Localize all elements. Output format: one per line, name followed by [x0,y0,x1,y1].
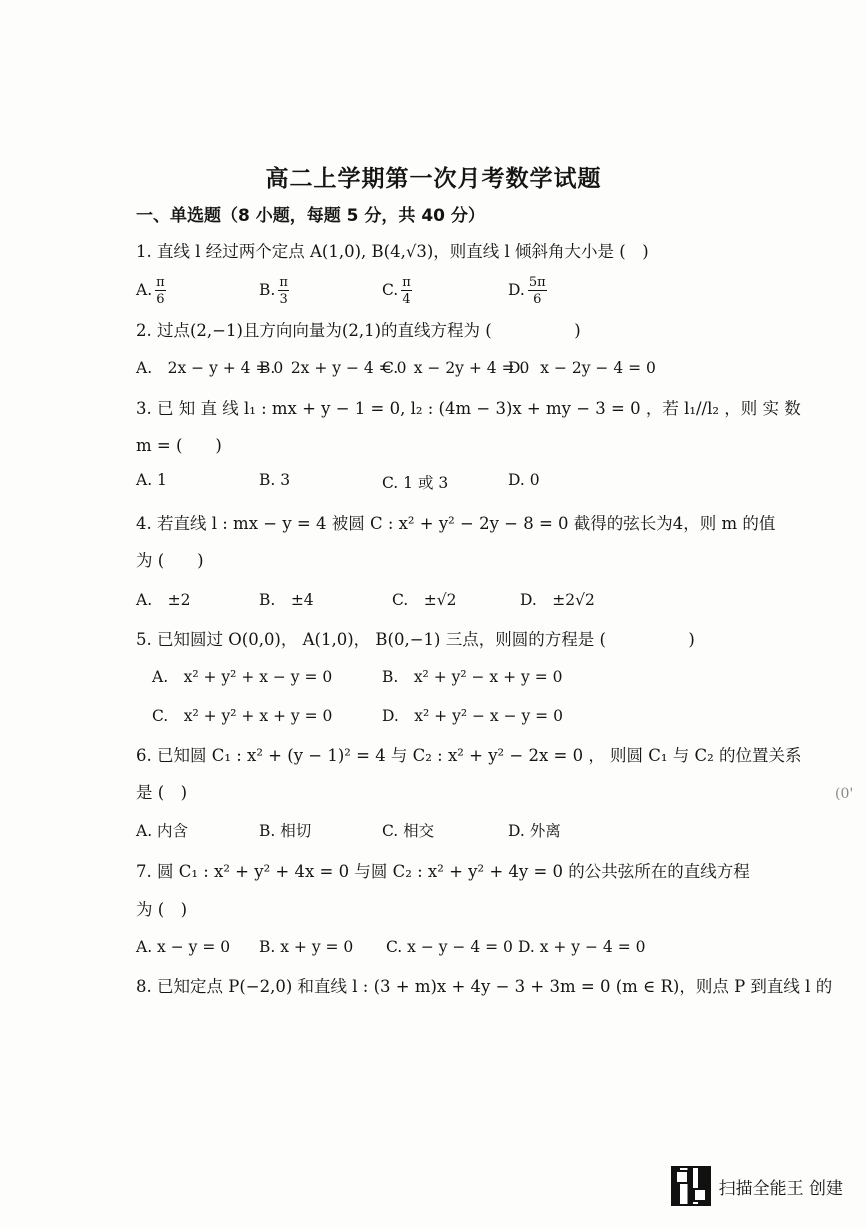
question-7-option-c: C. x − y − 4 = 0 [386,938,513,956]
question-3-option-d: D. 0 [508,471,540,489]
question-6-stem-line1: 6. 已知圆 C₁ : x² + (y − 1)² = 4 与 C₂ : x² + y² − 2x = 0 ， 则圆 C₁ 与 C₂ 的位置关系 [136,746,802,765]
question-4-stem-line1: 4. 若直线 l : mx − y = 4 被圆 C : x² + y² − 2y − 8 = 0 截得的弦长为4，则 m 的值 [136,514,776,533]
question-5-option-b: B. x² + y² − x + y = 0 [382,668,563,686]
question-1-stem: 1. 直线 l 经过两个定点 A(1,0), B(4,√3)，则直线 l 倾斜角大小是 ( ) [136,242,649,261]
question-6-option-c: C. 相交 [382,822,435,840]
question-7-stem-line2: 为 ( ) [136,900,188,919]
question-4-option-c: C. ±√2 [392,591,457,609]
question-2-option-c: C. x − 2y + 4 = 0 [382,359,530,377]
question-4-option-d: D. ±2√2 [520,591,595,609]
question-6-stem-line2: 是 ( ) [136,783,188,802]
page-title: 高二上学期第一次月考数学试题 [265,166,602,192]
question-3-option-b: B. 3 [259,471,291,489]
question-5-option-c: C. x² + y² + x + y = 0 [152,707,333,725]
question-8-stem: 8. 已知定点 P(−2,0) 和直线 l : (3 + m)x + 4y − 3 + 3m = 0 (m ∈ R)，则点 P 到直线 l 的 [136,977,833,996]
question-4-option-a: A. ±2 [136,591,191,609]
question-5-option-d: D. x² + y² − x − y = 0 [382,707,563,725]
question-1-option-d: D. $\frac{5\pi}{6}$ [508,275,546,307]
question-3-stem-line1: 3. 已 知 直 线 l₁ : mx + y − 1 = 0, l₂ : (4m − 3)x + my − 3 = 0 ，若 l₁//l₂ ，则 实 数 [136,399,801,418]
question-1-option-c: C. $\frac{\pi}{4}$ [382,275,411,307]
question-4-option-b: B. ±4 [259,591,314,609]
question-2-option-a: A. 2x − y + 4 = 0 [136,359,284,377]
scanner-watermark [671,1166,843,1206]
question-6-option-d: D. 外离 [508,822,561,840]
margin-mark: (0' [835,786,854,802]
question-3-option-c: C. 1 或 3 [382,474,449,492]
question-7-option-a: A. x − y = 0 [136,938,231,956]
question-2-option-d: D. x − 2y − 4 = 0 [508,359,656,377]
fraction: $\frac{\pi}{3}$ [279,275,288,307]
question-6-option-a: A. 内含 [136,822,189,840]
question-1-option-a: A. $\frac{\pi}{6}$ [136,275,165,307]
fraction: $\frac{\pi}{6}$ [156,275,165,307]
question-3-stem-line2: m = ( ) [136,436,222,455]
question-4-stem-line2: 为 ( ) [136,551,204,570]
question-5-option-a: A. x² + y² + x − y = 0 [152,668,333,686]
question-1-option-b: B. $\frac{\pi}{3}$ [259,275,288,307]
question-3-option-a: A. 1 [136,471,167,489]
fraction: $\frac{\pi}{4}$ [402,275,411,307]
question-2-stem: 2. 过点(2,−1)且方向向量为(2,1)的直线方程为 ( ) [136,321,581,340]
question-7-option-b: B. x + y = 0 [259,938,354,956]
question-7-stem-line1: 7. 圆 C₁ : x² + y² + 4x = 0 与圆 C₂ : x² + y² + 4y = 0 的公共弦所在的直线方程 [136,862,750,881]
fraction: $\frac{5\pi}{6}$ [528,275,546,307]
question-5-stem: 5. 已知圆过 O(0,0)， A(1,0)， B(0,−1) 三点，则圆的方程是 ( ) [136,630,695,649]
question-2-option-b: B. 2x + y − 4 = 0 [259,359,407,377]
question-6-option-b: B. 相切 [259,822,312,840]
scanner-watermark-text: 扫描全能王 创建 [718,1178,843,1199]
qr-code-icon [671,1166,711,1206]
question-7-option-d: D. x + y − 4 = 0 [518,938,646,956]
section-heading: 一、单选题（8 小题，每题 5 分，共 40 分） [136,206,485,226]
